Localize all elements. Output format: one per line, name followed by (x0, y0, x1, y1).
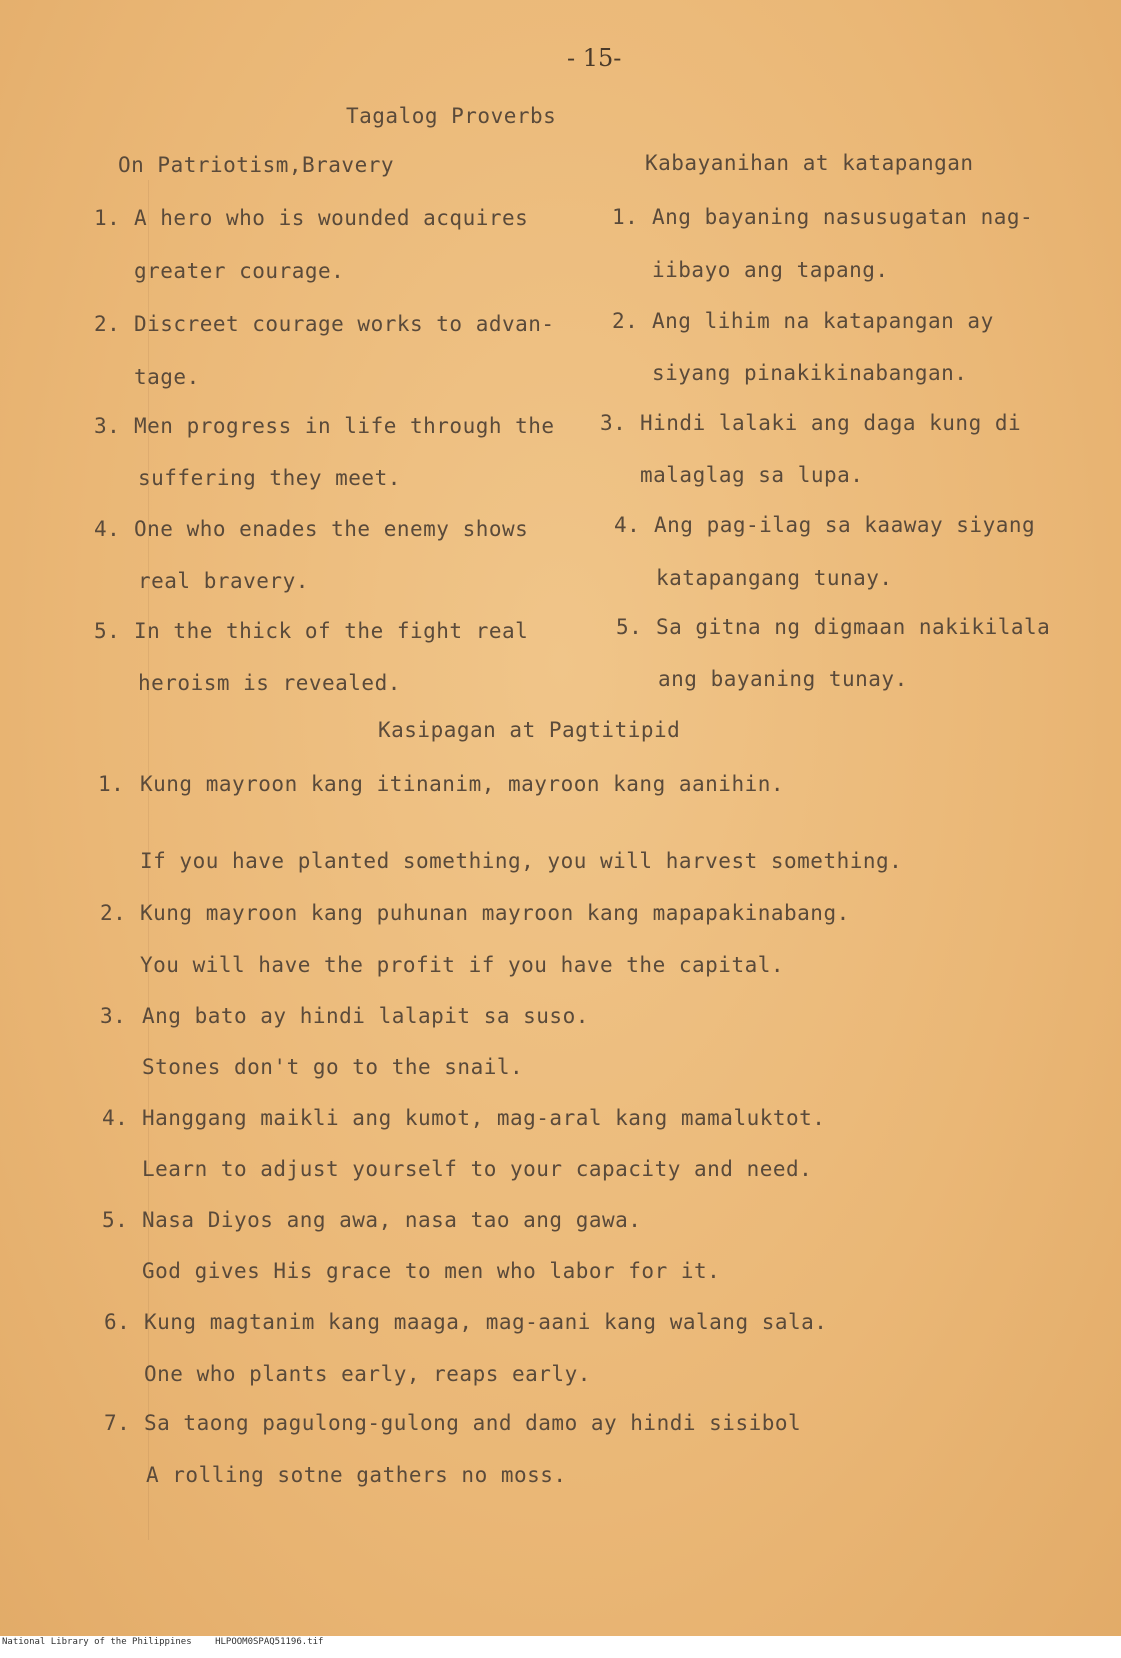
section-item-2-number: 2. (100, 901, 127, 925)
english-item-3-line1: Men progress in life through the (134, 414, 555, 438)
section-item-4-number: 4. (102, 1106, 129, 1130)
english-item-1-number: 1. (94, 206, 121, 230)
english-item-4-line2: real bravery. (138, 569, 309, 593)
left-heading: On Patriotism,Bravery (118, 153, 395, 177)
tagalog-item-5-number: 5. (616, 615, 643, 639)
tagalog-item-3-line1: Hindi lalaki ang daga kung di (640, 411, 1022, 435)
tagalog-item-2-line1: Ang lihim na katapangan ay (652, 309, 994, 333)
english-item-2-line1: Discreet courage works to advan- (134, 312, 555, 336)
english-item-3-number: 3. (94, 414, 121, 438)
tagalog-item-4-line1: Ang pag-ilag sa kaaway siyang (654, 513, 1036, 537)
english-item-5-line2: heroism is revealed. (138, 671, 401, 695)
right-heading: Kabayanihan at katapangan (645, 151, 974, 175)
english-item-2-line2: tage. (134, 365, 200, 389)
section-item-3-tagalog: Ang bato ay hindi lalapit sa suso. (142, 1004, 589, 1028)
tagalog-item-3-number: 3. (600, 411, 627, 435)
english-item-4-number: 4. (94, 517, 121, 541)
section-heading: Kasipagan at Pagtitipid (378, 718, 681, 742)
tagalog-item-2-line2: siyang pinakikinabangan. (652, 361, 968, 385)
page-title: Tagalog Proverbs (346, 104, 557, 128)
english-item-3-line2: suffering they meet. (138, 466, 401, 490)
section-item-1-tagalog: Kung mayroon kang itinanim, mayroon kang aanihin. (140, 772, 785, 796)
section-item-3-number: 3. (100, 1004, 127, 1028)
tagalog-item-1-line1: Ang bayaning nasusugatan nag- (652, 205, 1034, 229)
tagalog-item-4-line2: katapangang tunay. (656, 566, 893, 590)
tagalog-item-3-line2: malaglag sa lupa. (640, 463, 864, 487)
tagalog-item-5-line1: Sa gitna ng digmaan nakikilala (656, 615, 1051, 639)
english-item-1-line1: A hero who is wounded acquires (134, 206, 529, 230)
tagalog-item-5-line2: ang bayaning tunay. (658, 667, 908, 691)
section-item-6-number: 6. (104, 1310, 131, 1334)
section-item-5-tagalog: Nasa Diyos ang awa, nasa tao ang gawa. (142, 1208, 642, 1232)
section-item-5-english: God gives His grace to men who labor for it. (142, 1259, 721, 1283)
scan-footer (0, 1636, 1121, 1658)
section-item-1-english: If you have planted something, you will harvest something. (140, 849, 903, 873)
section-item-7-tagalog: Sa taong pagulong-gulong and damo ay hindi sisibol (144, 1411, 802, 1435)
footer-file: HLPOOM0SPAQ51196.tif (215, 1637, 324, 1647)
tagalog-item-1-line2: iibayo ang tapang. (652, 258, 889, 282)
tagalog-item-4-number: 4. (614, 513, 641, 537)
tagalog-item-2-number: 2. (612, 309, 639, 333)
section-item-7-english: A rolling sotne gathers no moss. (146, 1463, 567, 1487)
section-item-6-english: One who plants early, reaps early. (144, 1362, 591, 1386)
english-item-4-line1: One who enades the enemy shows (134, 517, 529, 541)
section-item-1-number: 1. (98, 772, 125, 796)
english-item-5-number: 5. (94, 619, 121, 643)
section-item-2-tagalog: Kung mayroon kang puhunan mayroon kang mapapakinabang. (140, 901, 850, 925)
tagalog-item-1-number: 1. (612, 205, 639, 229)
section-item-4-english: Learn to adjust yourself to your capacity and need. (142, 1157, 813, 1181)
section-item-4-tagalog: Hanggang maikli ang kumot, mag-aral kang mamaluktot. (142, 1106, 826, 1130)
footer-source: National Library of the Philippines (2, 1637, 192, 1647)
section-item-3-english: Stones don't go to the snail. (142, 1055, 524, 1079)
page-number: - 15- (567, 44, 622, 72)
section-item-6-tagalog: Kung magtanim kang maaga, mag-aani kang walang sala. (144, 1310, 828, 1334)
english-item-2-number: 2. (94, 312, 121, 336)
english-item-1-line2: greater courage. (134, 259, 345, 283)
section-item-7-number: 7. (104, 1411, 131, 1435)
english-item-5-line1: In the thick of the fight real (134, 619, 529, 643)
section-item-2-english: You will have the profit if you have the capital. (140, 953, 785, 977)
section-item-5-number: 5. (102, 1208, 129, 1232)
